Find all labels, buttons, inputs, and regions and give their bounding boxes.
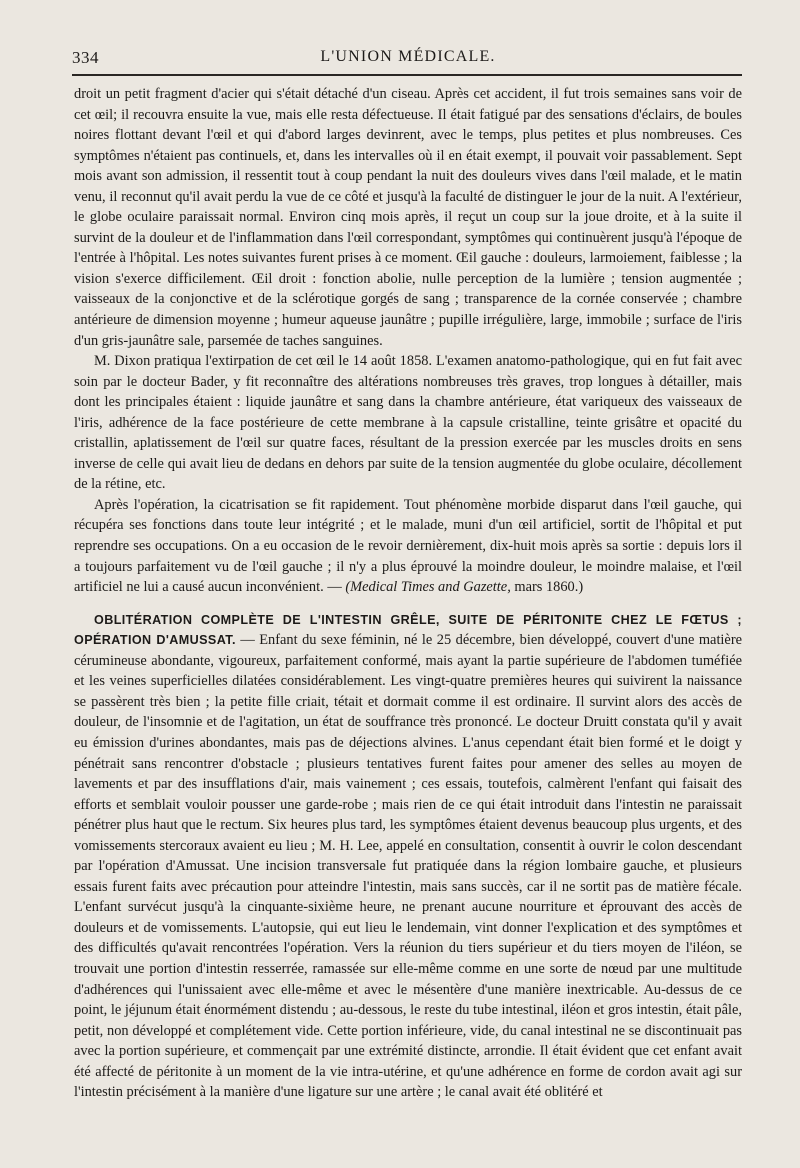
paragraph-outcome: [74, 495, 742, 598]
page-number: 334: [72, 48, 99, 67]
source-citation: (Medical Times and Gazette,: [345, 579, 511, 596]
article-body: [74, 84, 742, 1103]
paragraph-eye-case-history: droit un petit fragment d'acier qui s'était détaché d'un ciseau. Après cet accident, il fut trois semaines sans voir de cet œil; il recouvra ensuite la vue, mais elle resta défectueuse. Il était fatigué par des sensations d'éclairs, de boules noires flottant devant l'œil et qui d'abord larges devinrent, avec le temps, plus petites et plus nombreuses. Ces symptômes n'étaient pas continuels, et, dans les intervalles où il en était exempt, il pouvait voir passablement. Sept mois avant son admission, il ressentit tout à coup pendant la nuit des douleurs vives dans l'œil malade, et le matin venu, il reconnut qu'il avait perdu la vue de ce côté et jusqu'à la faculté de distinguer le jour de la nuit. A l'extérieur, le globe oculaire paraissait normal. Environ cinq mois après, il reçut un coup sur la joue droite, et à la suite il survint de la douleur et de l'inflammation dans l'œil correspondant, symptômes qui continuèrent jusqu'à l'époque de l'entrée à l'hôpital. Les notes suivantes furent prises à ce moment. Œil gauche : douleurs, larmoiement, faiblesse ; la vision s'exerce difficilement. Œil droit : fonction abolie, nulle perception de la lumière ; tension augmentée ; vaisseaux de la conjonctive et de la sclérotique gorgés de sang ; transparence de la cornée conservée ; chambre antérieure de dimension moyenne ; humeur aqueuse jaunâtre ; pupille irrégulière, large, immobile ; surface de l'iris d'un gris-jaunâtre sale, parsemée de taches sanguines.: [74, 86, 742, 349]
section-heading: OBLITÉRATION COMPLÈTE DE L'INTESTIN GRÊLE, SUITE DE PÉRITONITE CHEZ LE FŒTUS ; OPÉRATION D'AMUSSAT.: [74, 612, 742, 648]
running-title: L'UNION MÉDICALE.: [320, 48, 496, 65]
paragraph-intestine-case: [74, 610, 742, 1103]
header-rule: [72, 74, 742, 76]
paragraph-extirpation: M. Dixon pratiqua l'extirpation de cet œil le 14 août 1858. L'examen anatomo-pathologique, qui en fut fait avec soin par le docteur Bader, y fit reconnaître des altérations nombreuses très graves, trop longues à détailler, mais dont les principales étaient : liquide jaunâtre et sang dans la chambre antérieure, état variqueux des vaisseaux de l'iris, adhérence de la face postérieure de cette membrane à la capsule cristalline, teinte grisâtre et opacité du cristallin, aplatissement de l'œil sur quatre faces, résultant de la pression exercée par les muscles droits en sens inverse de celle qui avait lieu de dedans en dehors par suite de la tension augmentée du globe oculaire, décollement de la rétine, etc.: [74, 353, 742, 493]
source-date: mars 1860.): [510, 579, 584, 596]
page-header: [74, 44, 742, 74]
paragraph-outcome-text: Après l'opération, la cicatrisation se fit rapidement. Tout phénomène morbide disparut dans l'œil gauche, qui récupéra ses fonctions dans toute leur intégrité ; et le malade, muni d'un œil artificiel, sortit de l'hôpital et put reprendre ses occupations. On a eu occasion de le revoir dernièrement, dix-huit mois après sa sortie : depuis lors il a toujours parfaitement vu de l'œil gauche ; il n'y a plus éprouvé la moindre douleur, le moindre malaise, et l'œil artificiel ne lui a causé aucun inconvénient. —: [74, 496, 742, 596]
paragraph-intestine-text: — Enfant du sexe féminin, né le 25 décembre, bien développé, couvert d'une matière cérumineuse abondante, vigoureux, parfaitement conformé, mais ayant la partie supérieure de l'abdomen tuméfiée et les veines superficielles dilatées considérablement. Les vingt-quatre premières heures qui suivirent la naissance se passèrent très bien ; la petite fille criait, tétait et dormait comme il est ordinaire. Il survint alors des accès de douleur, de l'insomnie et de l'agitation, un état de souffrance très prononcé. Le docteur Druitt constata qu'il y avait eu émission d'urines abondantes, mais pas de déjections alvines. L'anus cependant était bien formé et le doigt y pénétrait sans rencontrer d'obstacle ; plusieurs tentatives furent faites pour amener des selles au moyen de lavements et par des insufflations d'air, mais vainement ; ces essais, toutefois, calmèrent l'enfant qui faisait des efforts et semblait vouloir pousser une garde-robe ; mais rien de ce qui était introduit dans l'intestin ne paraissait pénétrer plus haut que le rectum. Six heures plus tard, les symptômes étaient devenus beaucoup plus urgents, et des vomissements stercoraux avaient eu lieu ; M. H. Lee, appelé en consultation, consentit à ouvrir le colon descendant par l'opération d'Amussat. Une incision transversale fut pratiquée dans la région lombaire gauche, et plusieurs essais furent faits avec précaution pour atteindre l'intestin, mais sans succès, car il ne sortit pas de matière fécale. L'enfant survécut jusqu'à la cinquante-sixième heure, ne prenant aucune nourriture et éprouvant des accès de douleurs et de vomissements. L'autopsie, qui eut lieu le lendemain, vint donner l'explication et des symptômes et des difficultés qu'avait rencontrées l'opération. Vers la réunion du tiers supérieur et du tiers moyen de l'iléon, se trouvait une portion d'intestin resserrée, ramassée sur elle-même comme en une sorte de nœud par une multitude d'adhérences qui l'unissaient avec elle-même et avec le mésentère d'une manière inextricable. Au-dessus de ce point, le jéjunum était énormément distendu ; au-dessous, le reste du tube intestinal, iléon et gros intestin, était pâle, petit, non développé et complétement vide. Cette portion inférieure, vide, du canal intestinal ne se discontinuait pas avec la portion supérieure, et commençait par une extrémité distincte, arrondie. Il était évident que cet enfant avait été affecté de péritonite à un moment de la vie intra-utérine, et qu'une adhérence en forme de cordon avait agi sur l'intestin précisément à la manière d'une ligature sur une artère ; le canal avait été oblitéré et: [74, 632, 743, 1101]
